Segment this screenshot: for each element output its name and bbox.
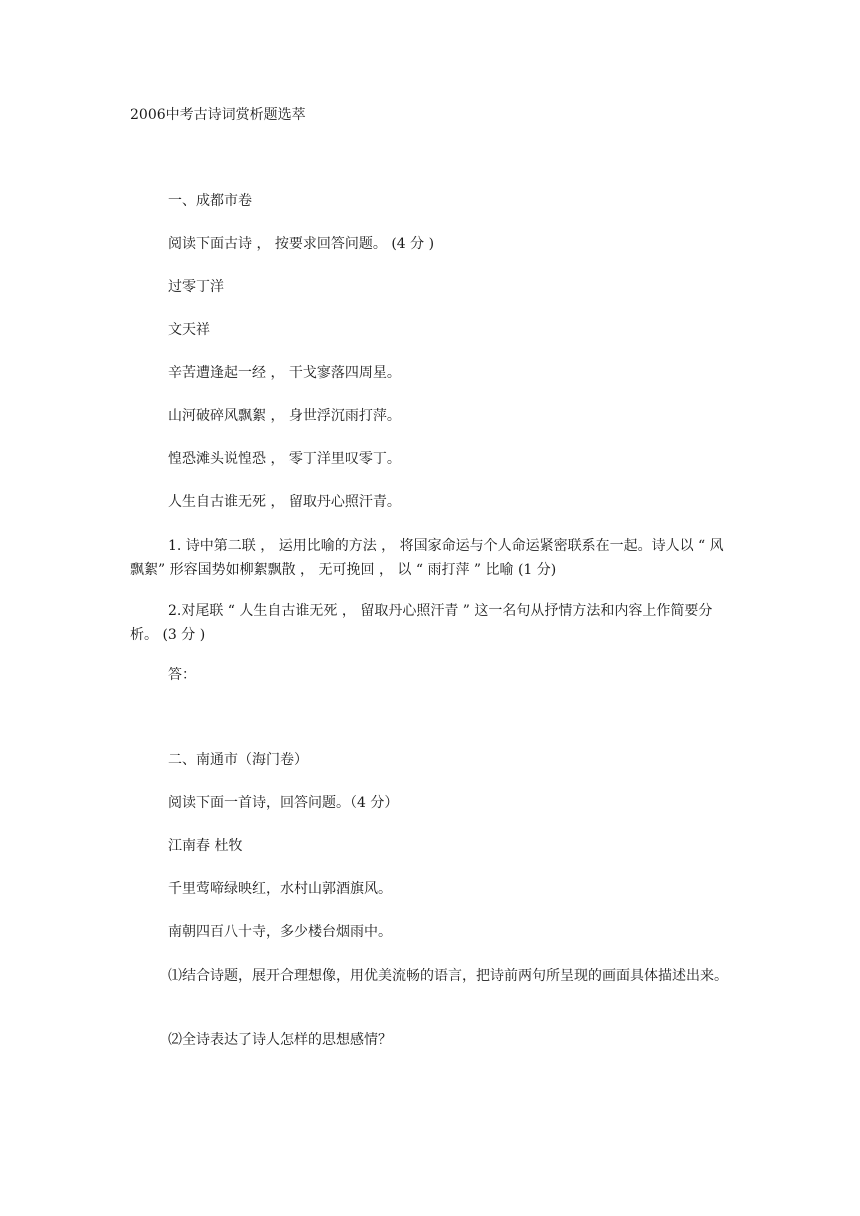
section2-instruction: 阅读下面一首诗，回答问题。（4 分） — [168, 795, 399, 811]
section1-instruction: 阅读下面古诗 ， 按要求回答问题。 (4 分 ) — [168, 236, 435, 252]
section1-question2: 2.对尾联 “ 人生自古谁无死 ， 留取丹心照汗青 ” 这一名句从抒情方法和内容上作简要分析。 (3 分 ) — [130, 603, 713, 643]
section2-question1: ⑴结合诗题，展开合理想像，用优美流畅的语言，把诗前两句所呈现的画面具体描述出来。 — [168, 968, 728, 984]
section1-poem-line: 惶恐滩头说惶恐 ， 零丁洋里叹零丁。 — [168, 451, 401, 467]
section2-poem-line: 南朝四百八十寺，多少楼台烟雨中。 — [168, 924, 392, 940]
section2-heading: 二、南通市（海门卷） — [168, 752, 308, 768]
section1-poem-line: 辛苦遭逢起一经 ， 干戈寥落四周星。 — [168, 365, 401, 381]
section2-poem-title-author: 江南春 杜牧 — [168, 838, 243, 854]
section2-question2: ⑵全诗表达了诗人怎样的思想感情？ — [168, 1032, 392, 1048]
section1-question1: 1. 诗中第二联 ， 运用比喻的方法 ， 将国家命运与个人命运紧密联系在一起。诗人以 “ 风飘絮” 形容国势如柳絮飘散 ， 无可挽回 ， 以 “ 雨打萍 ” 比喻 (1 分) — [130, 538, 724, 578]
section1-poem-line: 山河破碎风飘絮 ， 身世浮沉雨打萍。 — [168, 408, 401, 424]
section2-poem-line: 千里莺啼绿映红，水村山郭酒旗风。 — [168, 881, 392, 897]
section1-poem-title: 过零丁洋 — [168, 279, 224, 295]
section1-heading: 一、成都市卷 — [168, 193, 252, 209]
section1-poem-line: 人生自古谁无死 ， 留取丹心照汗青。 — [168, 494, 401, 510]
section1-poem-author: 文天祥 — [168, 322, 210, 338]
section1-answer-label: 答： — [168, 667, 196, 683]
document-title: 2006中考古诗词赏析题选萃 — [130, 107, 306, 123]
